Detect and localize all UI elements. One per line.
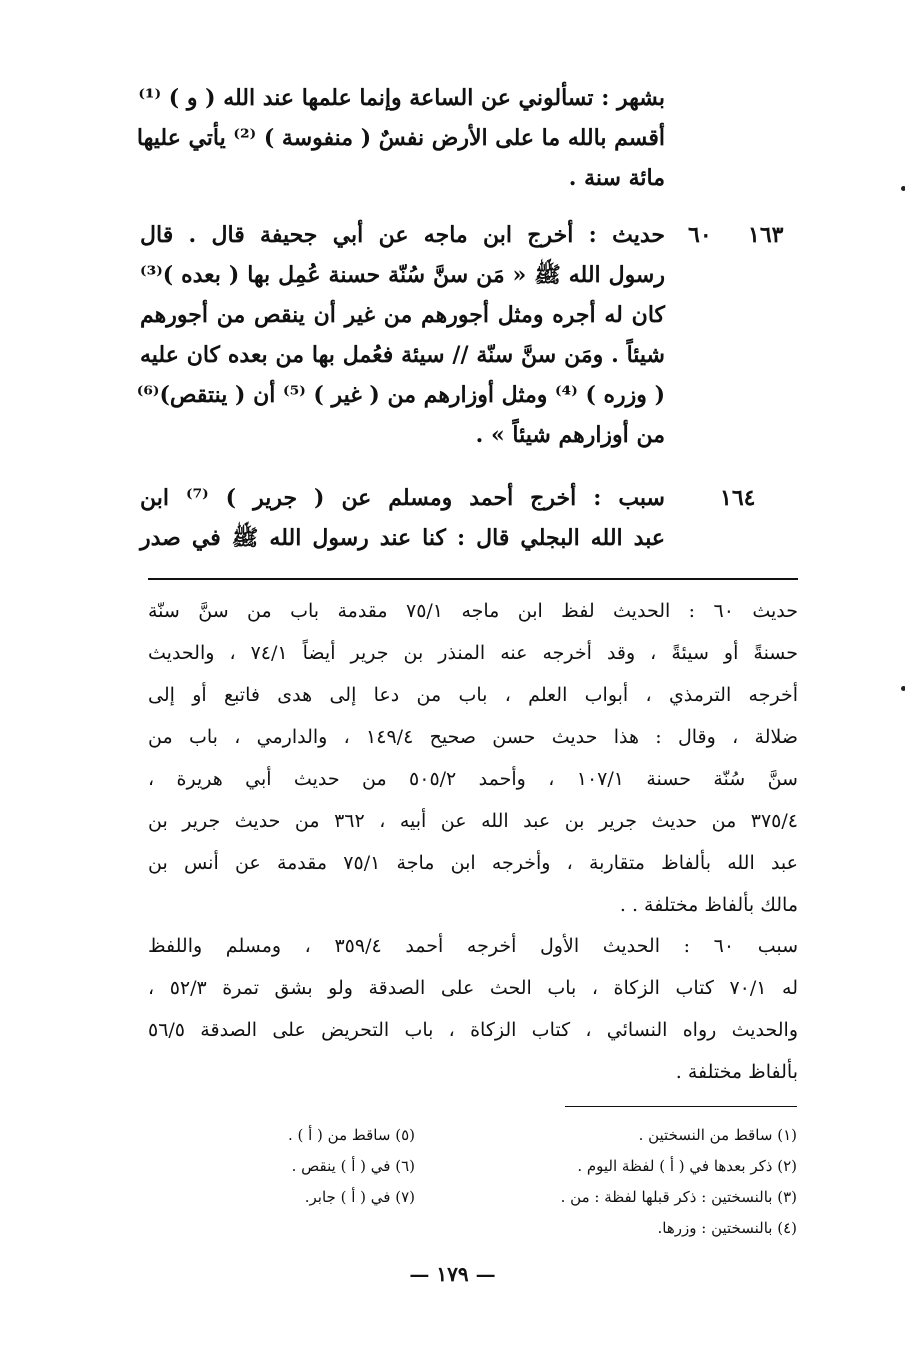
text-line: من أوزارهم شيئاً » . (475, 422, 665, 448)
commentary-paragraph-2 (148, 925, 798, 1093)
text-line: حديث : أخرج ابن ماجه عن أبي جحيفة قال . قال (140, 222, 665, 248)
commentary-line: ضلالة ، وقال : هذا حديث حسن صحيح ١٤٩/٤ ، والدارمي ، باب من (148, 726, 798, 748)
commentary-line: حسنةً أو سيئةً ، وقد أخرجه عنه المنذر بن جرير أيضاً ٧٤/١ ، والحديث (148, 642, 799, 664)
entry-164-text (140, 478, 665, 558)
commentary-line: له ٧٠/١ كتاب الزكاة ، باب الحث على الصدقة ولو بشق تمرة ٥٢/٣ ، (148, 977, 799, 999)
commentary-line: مالك بألفاظ مختلفة . . (619, 894, 798, 916)
commentary-paragraph-1 (148, 590, 798, 926)
footnote-rule (565, 1106, 797, 1107)
variant-note: (٣) بالنسختين : ذكر قبلها لفظة : من . (560, 1188, 797, 1206)
text-line: كان له أجره ومثل أجورهم من غير أن ينقص من أجورهم (140, 302, 665, 328)
text-line: مائة سنة . (568, 165, 665, 191)
variant-note: (٥) ساقط من ( أ ) . (287, 1126, 415, 1144)
scan-mark (901, 186, 905, 191)
main-text-continuation (136, 78, 665, 198)
text-line: رسول الله ﷺ « مَن سنَّ سُنّة حسنة عُمِل بها ( بعده )⁽³⁾ (140, 262, 665, 288)
entry-number: ١٦٤ (720, 485, 756, 511)
text-line: سبب : أخرج أحمد ومسلم عن ( جرير ) ⁽⁷⁾ ابن (140, 485, 665, 511)
variant-notes-right (561, 1120, 797, 1244)
variant-note: (٦) في ( أ ) ينقص . (291, 1157, 415, 1175)
scan-mark (901, 686, 905, 691)
variant-notes-left (288, 1120, 415, 1213)
entry-sub-number: ٦٠ (688, 222, 712, 248)
entry-163-text (136, 215, 665, 455)
commentary-line: حديث ٦٠ : الحديث لفظ ابن ماجه ٧٥/١ مقدمة باب من سنَّ سنّة (148, 600, 798, 622)
commentary-line: عبد الله بألفاظ متقاربة ، وأخرجه ابن ماجة ٧٥/١ مقدمة عن أنس بن (148, 852, 798, 874)
text-line: ( وزره ) ⁽⁴⁾ ومثل أوزارهم من ( غير ) ⁽⁵⁾ أن ( ينتقص)⁽⁶⁾ (136, 382, 665, 408)
commentary-line: بألفاظ مختلفة . (675, 1061, 798, 1083)
text-line: شيئاً . ومَن سنَّ سنّة // سيئة فعُمل بها من بعده كان عليه (140, 342, 665, 368)
page-number: — ١٧٩ — (409, 1262, 496, 1286)
commentary-line: والحديث رواه النسائي ، كتاب الزكاة ، باب التحريض على الصدقة ٥٦/٥ (148, 1019, 798, 1041)
variant-note: (١) ساقط من النسختين . (638, 1126, 797, 1144)
text-line: عبد الله البجلي قال : كنا عند رسول الله ﷺ في صدر (140, 525, 665, 551)
commentary-line: سبب ٦٠ : الحديث الأول أخرجه أحمد ٣٥٩/٤ ، ومسلم واللفظ (148, 935, 799, 957)
variant-note: (٢) ذكر بعدها في ( أ ) لفظة اليوم . (577, 1157, 797, 1175)
commentary-line: أخرجه الترمذي ، أبواب العلم ، باب من دعا إلى هدى فاتبع أو إلى (148, 684, 798, 706)
separator-rule (148, 578, 798, 580)
commentary-line: سنَّ سُنّة حسنة ١٠٧/١ ، وأحمد ٥٠٥/٢ من حديث أبي هريرة ، (148, 768, 798, 790)
variant-note: (٤) بالنسختين : وزرها. (657, 1219, 797, 1237)
variant-note: (٧) في ( أ ) جابر. (304, 1188, 415, 1206)
commentary-line: ٣٧٥/٤ من حديث جرير بن عبد الله عن أبيه ، ٣٦٢ من حديث جرير بن (148, 810, 798, 832)
entry-number: ١٦٣ (748, 222, 784, 248)
text-line: أقسم بالله ما على الأرض نفسٌ ( منفوسة ) ⁽²⁾ يأتي عليها (136, 125, 665, 151)
text-line: بشهر : تسألوني عن الساعة وإنما علمها عند الله ( و ) ⁽¹⁾ (138, 85, 665, 111)
